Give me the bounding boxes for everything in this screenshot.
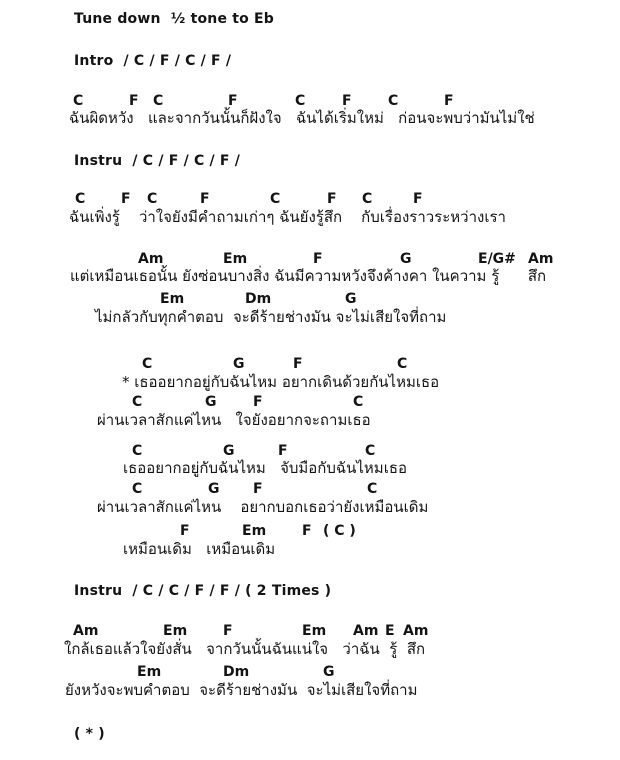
chord: G [400,251,412,267]
chord: Em [242,523,267,539]
chord: C [153,93,164,109]
chord-line [0,623,620,640]
chord: F [129,93,139,109]
chord: C [270,191,281,207]
chord-line [0,291,620,308]
lyric-line: ใกล้เธอแล้วใจยังสั่น จากวันนั้นฉันแน่ใจ ว่าฉัน รู้ สึก [64,640,426,658]
chord: F [253,481,263,497]
chord: Em [163,623,188,639]
lyric-line: ผ่านเวลาสักแค่ไหน อยากบอกเธอว่ายังเหมือนเดิม [97,498,429,516]
chord: Am [528,251,554,267]
chord: ( C ) [323,523,356,539]
chord: Dm [223,664,250,680]
chord: Am [73,623,99,639]
chord: F [302,523,312,539]
chord-line [0,443,620,460]
chord: Em [223,251,248,267]
chord: G [233,356,245,372]
section-heading: Intro / C / F / C / F / [74,53,232,69]
chord: F [327,191,337,207]
lyric-line: ฉันผิดหวัง และจากวันนั้นก็ฝังใจ ฉันได้เริ่มใหม่ ก่อนจะพบว่ามันไม่ใช่ [69,109,535,127]
section-heading: ( * ) [74,726,105,742]
chord: Am [403,623,429,639]
chord: F [413,191,423,207]
chord: F [200,191,210,207]
chord: F [313,251,323,267]
chord-line [0,251,620,268]
chord: F [293,356,303,372]
section-heading: Instru / C / C / F / F / ( 2 Times ) [74,583,332,599]
section-heading: Instru / C / F / C / F / [74,153,241,169]
chord: F [342,93,352,109]
lyric-line: ไม่กลัวกับทุกคำตอบ จะดีร้ายช่างมัน จะไม่เสียใจที่ถาม [95,308,447,326]
chord: F [121,191,131,207]
lyric-line: * เธออยากอยู่กับฉันไหม อยากเดินด้วยกันไหมเธอ [122,373,440,391]
chord: G [345,291,357,307]
section-heading: Tune down ½ tone to Eb [74,11,274,27]
chord: F [223,623,233,639]
lyric-line: เธออยากอยู่กับฉันไหม จับมือกับฉันไหมเธอ [123,459,407,477]
chord-line [0,523,620,540]
chord: G [323,664,335,680]
chord: Em [160,291,185,307]
chord: C [132,394,143,410]
chord-line [0,664,620,681]
chord-line [0,481,620,498]
chord: G [223,443,235,459]
chord: C [75,191,86,207]
chord: C [147,191,158,207]
chord: Dm [245,291,272,307]
chord-line [0,191,620,208]
chord: C [73,93,84,109]
chord: E [385,623,395,639]
chord: F [278,443,288,459]
chord: E/G# [478,251,516,267]
chord: C [397,356,408,372]
chord-line [0,93,620,110]
chord-line [0,356,620,373]
chord: C [132,481,143,497]
chord: G [205,394,217,410]
chord: Em [137,664,162,680]
chord: C [353,394,364,410]
lyric-line: แต่เหมือนเธอนั้น ยังซ่อนบางสิ่ง ฉันมีความหวังจึงค้างคา ในความ รู้ สึก [70,267,547,285]
chord: F [228,93,238,109]
chord: C [365,443,376,459]
chord: C [367,481,378,497]
chord: Am [353,623,379,639]
chord: F [180,523,190,539]
chord: F [444,93,454,109]
chord: C [388,93,399,109]
lyric-line: เหมือนเดิม เหมือนเดิม [123,540,276,558]
lyric-line: ผ่านเวลาสักแค่ไหน ใจยังอยากจะถามเธอ [97,411,371,429]
lyric-line: ฉันเพิ่งรู้ ว่าใจยังมีคำถามเก่าๆ ฉันยังรู้สึก กับเรื่องราวระหว่างเรา [69,208,506,226]
chord-line [0,394,620,411]
chord: Am [138,251,164,267]
chord: C [142,356,153,372]
chord: C [295,93,306,109]
lyric-line: ยังหวังจะพบคำตอบ จะดีร้ายช่างมัน จะไม่เสียใจที่ถาม [65,681,418,699]
chord: F [253,394,263,410]
chord: Em [302,623,327,639]
chord: G [208,481,220,497]
chord: C [362,191,373,207]
chord: C [132,443,143,459]
